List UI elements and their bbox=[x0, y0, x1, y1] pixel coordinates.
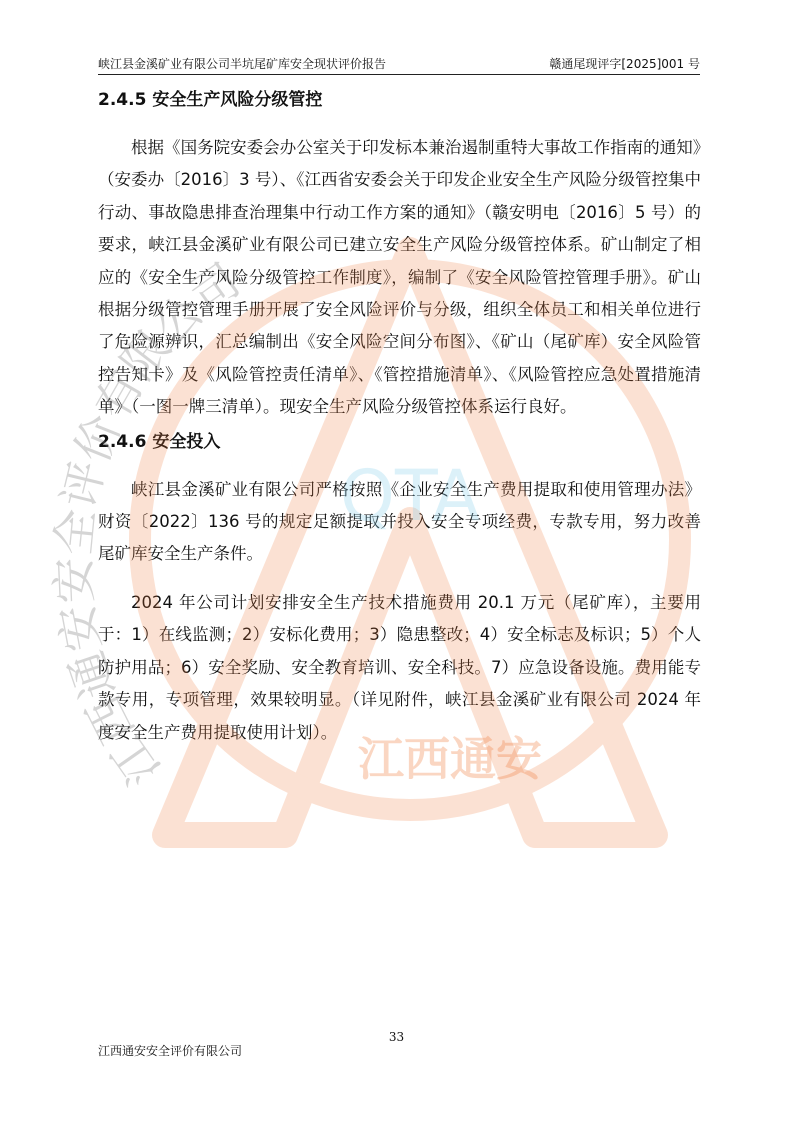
footer-company: 江西通安安全评价有限公司 bbox=[98, 1044, 243, 1058]
section-heading-safety-investment: 2.4.6 安全投入 bbox=[98, 431, 221, 452]
paragraph-safety-plan-2024: 2024 年公司计划安排安全生产技术措施费用 20.1 万元（尾矿库），主要用于：1）在线监测；2）安标化费用；3）隐患整改；4）安全标志及标识；5）个人防护用品；6）安全奖励、安全教育培训、安全科技。7）应急设备设施。费用能专款专用，专项管理，效果较明显。（详见附件，峡江县金溪矿业有限公司 2024 年度安全生产费用提取使用计划）。 bbox=[98, 592, 701, 742]
seal-arc-text: 江西通安安全评价有限公司 bbox=[45, 252, 250, 796]
paragraph-safety-funds: 峡江县金溪矿业有限公司严格按照《企业安全生产费用提取和使用管理办法》财资〔2022〕136 号的规定足额提取并投入安全专项经费，专款专用，努力改善尾矿库安全生产条件。 bbox=[98, 479, 701, 564]
page-header bbox=[98, 56, 700, 75]
page-number: 33 bbox=[388, 1030, 405, 1044]
paragraph-risk-control: 根据《国务院安委会办公室关于印发标本兼治遏制重特大事故工作指南的通知》（安委办〔2016〕3 号）、《江西省安委会关于印发企业安全生产风险分级管控集中行动、事故隐患排查治理集中行动工作方案的通知》（赣安明电〔2016〕5 号）的要求，峡江县金溪矿业有限公司已建立安全生产风险分级管控体系。矿山制定了相应的《安全生产风险分级管控工作制度》，编制了《安全风险管控管理手册》。矿山根据分级管控管理手册开展了安全风险评价与分级，组织全体员工和相关单位进行了危险源辨识，汇总编制出《安全风险空间分布图》、《矿山（尾矿库）安全风险管控告知卡》及《风险管控责任清单》、《管控措施清单》、《风险管控应急处置措施清单》（一图一牌三清单）。现安全生产风险分级管控体系运行良好。 bbox=[98, 138, 701, 417]
header-report-title: 峡江县金溪矿业有限公司半坑尾矿库安全现状评价报告 bbox=[98, 57, 387, 71]
section-heading-risk-control: 2.4.5 安全生产风险分级管控 bbox=[98, 90, 323, 110]
document-body bbox=[98, 82, 701, 749]
header-report-number: 赣通尾现评字[2025]001 号 bbox=[549, 57, 700, 71]
seal-letters: QTA bbox=[339, 455, 481, 537]
seal-bottom-text: 江西通安 bbox=[358, 732, 542, 786]
